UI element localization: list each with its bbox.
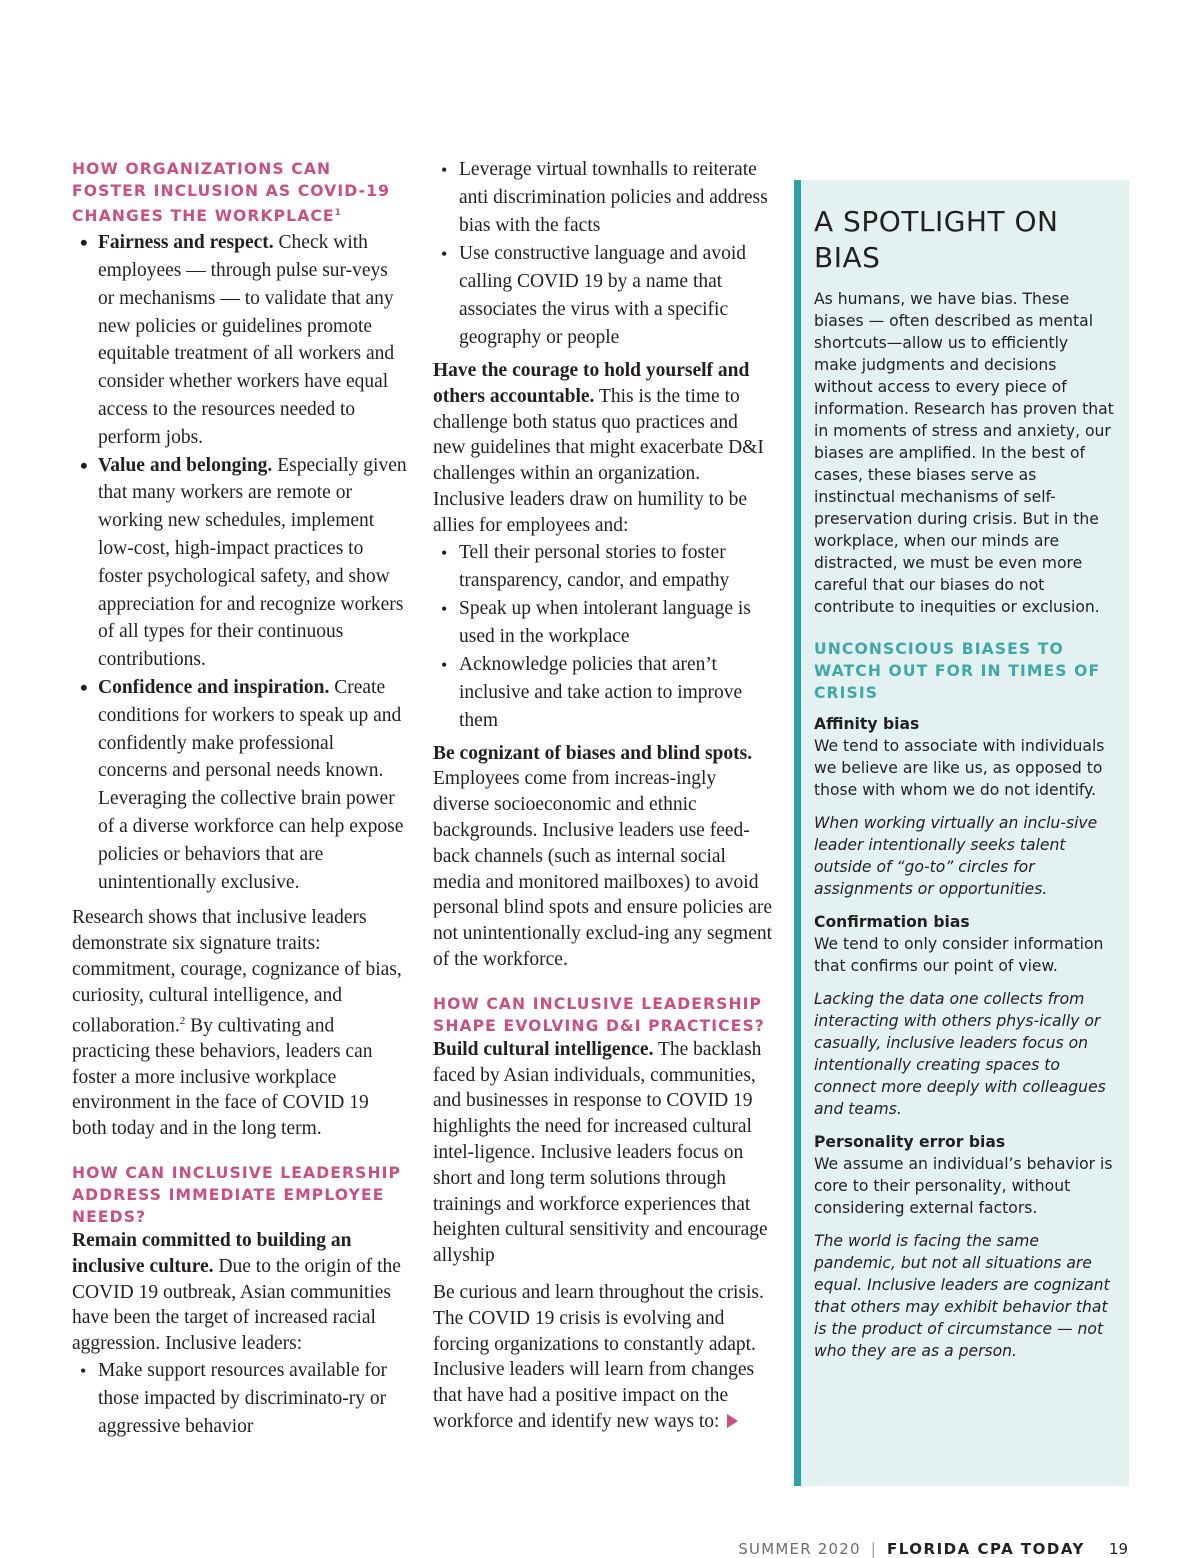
bias-description: We tend to associate with individuals we believe are like us, as opposed to those with whom we do not identify.	[814, 737, 1105, 799]
sidebar-subheading: UNCONSCIOUS BIASES TO WATCH OUT FOR IN TIMES OF CRISIS	[814, 640, 1101, 702]
magazine-name: FLORIDA CPA TODAY	[887, 1540, 1085, 1558]
list-item	[72, 674, 408, 896]
paragraph-lead: Be cognizant of biases and blind spots.	[433, 742, 753, 764]
bias-note: The world is facing the same pandemic, but not all situations are equal. Inclusive leaders are cognizant that others may exhibit behavior that is the product of circumstance — not who they are as a person.	[814, 1232, 1110, 1360]
bias-item-affinity	[814, 713, 1115, 900]
bias-item-personality-error	[814, 1131, 1115, 1362]
bullet-text: Create conditions for workers to speak up and confidently make professional concerns and personal needs known. Leveraging the collective brain power of a diverse workforce can help expose policies or behaviors that are unintentionally exclusive.	[98, 676, 404, 893]
paragraph-lead: Have the courage to hold yourself and others accountable.	[433, 360, 750, 407]
page-number: 19	[1108, 1540, 1128, 1558]
paragraph-lead: Remain committed to building an inclusive culture.	[72, 1229, 352, 1277]
townhall-bullet-list	[433, 156, 773, 352]
bias-note: Lacking the data one collects from interacting with others phys-ically or casually, inclusive leaders focus on intentionally creating spaces to connect more deeply with colleagues and teams.	[814, 990, 1106, 1118]
courage-bullet-list	[433, 539, 773, 735]
footer-separator: |	[870, 1540, 878, 1558]
continue-arrow-icon	[727, 1414, 738, 1428]
footnote-ref-1: 1	[334, 208, 343, 218]
section-heading-foster-inclusion: HOW ORGANIZATIONS CAN FOSTER INCLUSION AS COVID-19 CHANGES THE WORKPLACE$^1$	[72, 160, 391, 226]
footnote-ref-2: 2	[179, 1014, 186, 1027]
bullet-text: Check with employees — through pulse sur-veys or mechanisms — to validate that any new policies or guidelines promote equitable treatment of all workers and consider whether workers have equal access to the resources needed to perform jobs.	[98, 232, 395, 448]
bias-note: When working virtually an inclu-sive leader intentionally seeks talent outside of “go-to” circles for assignments or opportunities.	[814, 814, 1098, 898]
list-item: • Tell their personal stories to foster transparency, candor, and empathy	[433, 539, 773, 595]
remain-committed-paragraph: Remain committed to building an inclusive culture. Due to the origin of the COVID 19 outbreak, Asian communities have been the target of increased racial aggression. Inclusive leaders:	[72, 1229, 401, 1355]
section-heading-immediate-needs: HOW CAN INCLUSIVE LEADERSHIP ADDRESS IMMEDIATE EMPLOYEE NEEDS?	[72, 1163, 402, 1226]
list-item: • Make support resources available for those impacted by discriminato-ry or aggressive behavior	[72, 1357, 408, 1441]
paragraph-lead: Build cultural intelligence.	[433, 1038, 654, 1060]
bias-item-confirmation	[814, 911, 1115, 1120]
cultural-intelligence-paragraph: Build cultural intelligence. The backlash faced by Asian individuals, communities, and businesses in response to COVID 19 highlights the need for increased cultural intel-ligence. Inclusive leaders focus on short and long term solutions through trainings and workforce experiences that heighten cultural sensitivity and encourage allyship	[433, 1038, 768, 1267]
list-item	[72, 229, 408, 451]
list-item	[72, 452, 408, 674]
left-column	[72, 158, 408, 1441]
list-item: • Acknowledge policies that aren’t inclusive and take action to improve them	[433, 651, 773, 735]
bias-description: We tend to only consider information that confirms our point of view.	[814, 935, 1104, 975]
section-heading-evolving-practices: HOW CAN INCLUSIVE LEADERSHIP SHAPE EVOLVING D&I PRACTICES?	[433, 994, 765, 1035]
research-paragraph: Research shows that inclusive leaders demonstrate six signature traits: commitment, courage, cognizance of bias, curiosity, cultural intelligence, and collaboration.$^2$ By cultivating and practicing these behaviors, leaders can foster a more inclusive workplace environment in the face of COVID 19 both today and in the long term.	[72, 907, 402, 1140]
bullet-lead: Confidence and inspiration.	[98, 676, 330, 698]
bullet-lead: Value and belonging.	[98, 454, 273, 476]
middle-column	[433, 156, 773, 1435]
list-item: • Speak up when intolerant language is used in the workplace	[433, 595, 773, 651]
spotlight-sidebar	[794, 180, 1129, 1486]
bias-description: We assume an individual’s behavior is core to their personality, without considering external factors.	[814, 1155, 1113, 1217]
bullet-text: Especially given that many workers are remote or working new schedules, implement low-cost, high-impact practices to foster psychological safety, and show appreciation for and recognize workers of all types for their continuous contributions.	[98, 454, 407, 671]
list-item: • Leverage virtual townhalls to reiterate anti discrimination policies and address bias with the facts	[433, 156, 773, 240]
bias-name: Affinity bias	[814, 715, 920, 733]
list-item: • Use constructive language and avoid calling COVID 19 by a name that associates the virus with a specific geography or people	[433, 240, 773, 352]
sidebar-intro: As humans, we have bias. These biases — often described as mental shortcuts—allow us to efficiently make judgments and decisions without access to every piece of information. Research has proven that in moments of stress and anxiety, our biases are amplified. In the best of cases, these biases serve as instinctual mechanisms of self-preservation during crisis. But in the workplace, when our minds are distracted, we must be even more careful that our biases do not contribute to inequities or exclusion.	[814, 290, 1114, 616]
sidebar-title: A SPOTLIGHT ON BIAS	[814, 205, 1059, 274]
cognizant-paragraph: Be cognizant of biases and blind spots. Employees come from increas-ingly diverse socioeconomic and ethnic backgrounds. Inclusive leaders use feed-back channels (such as internal social media and monitored mailboxes) to avoid personal blind spots and ensure policies are not unintentionally exclud-ing any segment of the workforce.	[433, 742, 773, 970]
remain-bullet-list	[72, 1357, 408, 1441]
page-footer	[738, 1538, 1128, 1558]
bias-name: Personality error bias	[814, 1133, 1006, 1151]
inclusion-bullet-list	[72, 229, 408, 896]
bullet-lead: Fairness and respect.	[98, 232, 274, 254]
issue-label: SUMMER 2020	[738, 1540, 861, 1558]
courage-paragraph: Have the courage to hold yourself and others accountable. This is the time to challenge both status quo practices and new guidelines that might exacerbate D&I challenges within an organization. Inclusive leaders draw on humility to be allies for employees and:	[433, 360, 764, 536]
be-curious-paragraph: Be curious and learn throughout the crisis. The COVID 19 crisis is evolving and forcing organizations to constantly adapt. Inclusive leaders will learn from changes that have had a positive impact on the workforce and identify new ways to:	[433, 1281, 764, 1432]
bias-name: Confirmation bias	[814, 913, 970, 931]
